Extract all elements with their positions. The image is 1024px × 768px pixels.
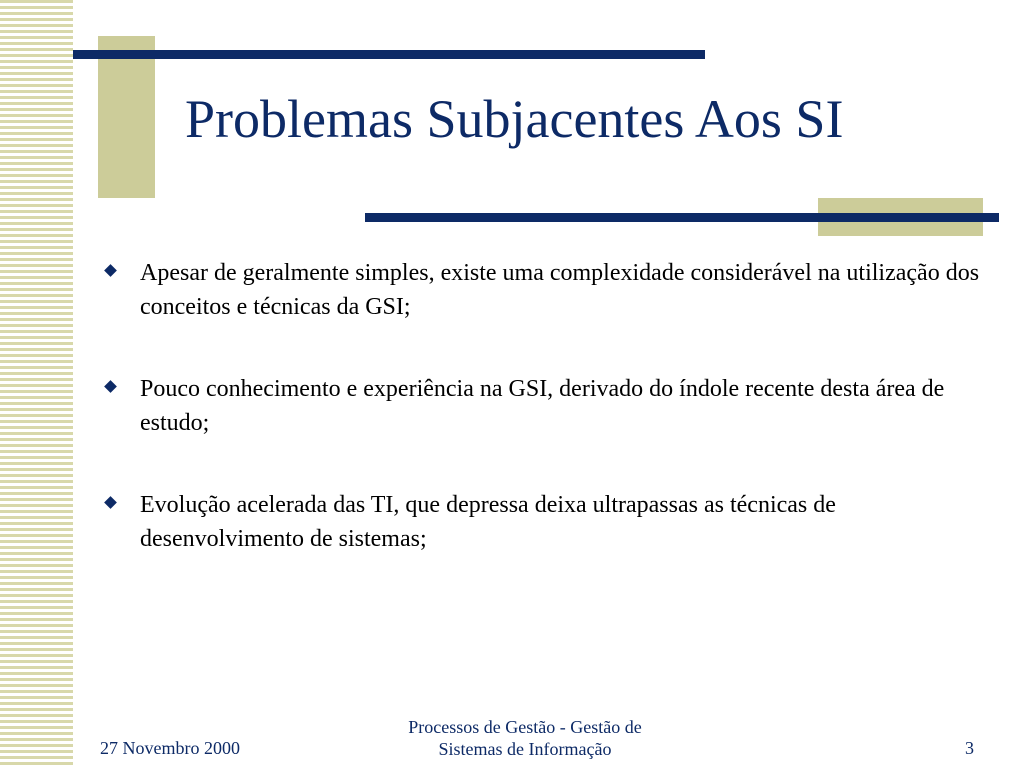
- title-bottom-rule: [365, 213, 999, 222]
- bullet-item: [100, 372, 990, 440]
- footer-presentation-title: [370, 716, 680, 760]
- title-top-rule: [73, 50, 705, 59]
- page-number: 3: [965, 738, 974, 758]
- left-tan-accent-block: [98, 36, 155, 198]
- bullet-item: [100, 256, 990, 324]
- left-striped-band: [0, 0, 73, 768]
- footer-title-line-2: Sistemas de Informação: [438, 739, 612, 759]
- footer-title-line-1: Processos de Gestão - Gestão de: [408, 717, 642, 737]
- diamond-bullet-icon: [104, 380, 117, 393]
- bullet-list: [100, 256, 990, 604]
- bullet-text: Evolução acelerada das TI, que depressa deixa ultrapassas as técnicas de desenvolvimento de sistemas;: [140, 492, 836, 552]
- diamond-bullet-icon: [104, 496, 117, 509]
- bullet-item: [100, 488, 990, 556]
- diamond-bullet-icon: [104, 264, 117, 277]
- bullet-text: Apesar de geralmente simples, existe uma complexidade considerável na utilização dos conceitos e técnicas da GSI;: [140, 260, 980, 320]
- slide-title: Problemas Subjacentes Aos SI: [185, 89, 844, 149]
- footer-date: 27 Novembro 2000: [100, 738, 240, 758]
- bullet-text: Pouco conhecimento e experiência na GSI, derivado do índole recente desta área de estudo;: [140, 376, 945, 436]
